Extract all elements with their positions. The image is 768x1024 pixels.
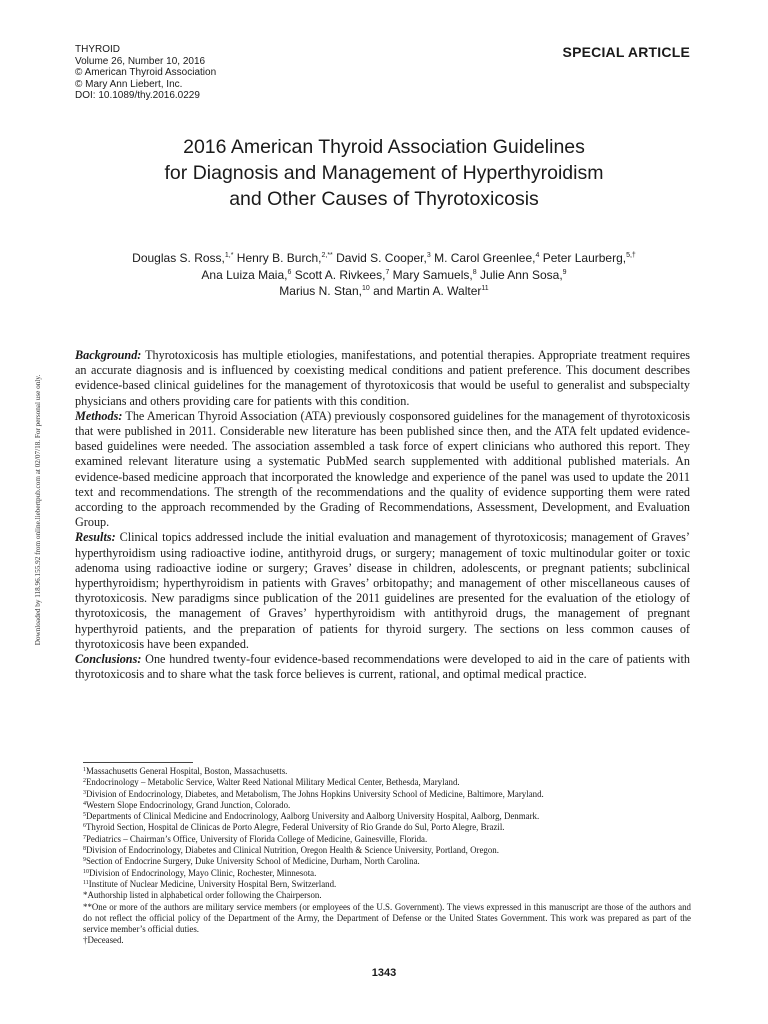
author-affiliation-mark: 3 [426,252,431,259]
affiliation-text: Western Slope Endocrinology, Grand Junction, Colorado. [86,799,291,810]
abstract-text: The American Thyroid Association (ATA) previously cosponsored guidelines for the management of thyrotoxicosis that were published in 2011. Considerable new literature has been published since then, and the ATA felt updated evidence-based guidelines were needed. The association assembled a task force of expert clinicians who authored this report. They examined relevant literature using a systematic PubMed search supplemented with additional published materials. An evidence-based medicine approach that incorporated the knowledge and experience of the panel was used to update the 2011 text and recommendations. The strength of the recommendations and the quality of evidence supporting them were rated according to the approach recommended by the Grading of Recommendations, Assessment, Development, and Evaluation Group. [75,408,690,530]
author-name: Douglas S. Ross, [132,251,225,265]
author-name: Henry B. Burch, [233,251,322,265]
abstract-text: Clinical topics addressed include the initial evaluation and management of thyrotoxicosis; management of Graves’ hyperthyroidism using radioactive iodine, antithyroid drugs, or surgery; management of toxic multinodular goiter or toxic adenoma using radioactive iodine or surgery; Graves’ disease in children, adolescents, or pregnant patients; subclinical hyperthyroidism; hyperthyroidism in patients with Graves’ orbitopathy; and management of other miscellaneous causes of thyrotoxicosis. New paradigms since publication of the 2011 guidelines are presented for the evaluation of the etiology of thyrotoxicosis, the management of Graves’ hyperthyroidism with antithyroid drugs, the management of pregnant hyperthyroid patients, and the preparation of patients for thyroid surgery. The sections on less common causes of thyrotoxicosis have been expanded. [75,530,690,651]
author-affiliation-mark: 10 [362,285,370,292]
affiliation-number: 4 [83,800,86,807]
author-line-1 [60,250,708,267]
affiliation-number: 3 [83,789,86,796]
affiliation-item [83,800,691,811]
affiliation-number: 5 [83,812,86,819]
affiliation-number: 7 [83,834,86,841]
article-title [60,134,708,212]
abstract-background [75,348,690,409]
footnote-divider [83,762,193,763]
author-affiliation-mark: 7 [385,268,390,276]
author-name: Mary Samuels, [389,267,473,282]
abstract-conclusions [75,652,690,682]
title-line: and Other Causes of Thyrotoxicosis [229,188,539,210]
author-name: Scott A. Rivkees, [291,267,386,282]
abstract-methods [75,409,690,531]
affiliation-item [83,777,691,788]
abstract-results [75,530,690,652]
journal-doi: DOI: 10.1089/thy.2016.0229 [75,90,200,102]
affiliation-text: Departments of Clinical Medicine and Endocrinology, Aalborg University and Aalborg University Hospital, Aalborg, Denmark. [86,811,540,822]
affiliation-text: Division of Endocrinology, Diabetes, and Metabolism, The Johns Hopkins University School of Medicine, Baltimore, Maryland. [86,788,544,799]
footnote-military-disclaimer: **One or more of the authors are military service members (or employees of the U.S. Government). The views expressed in this manuscript are those of the authors and do not reflect the official policy of the Department of the Army, the Department of Defense or the United States Government. This work was prepared as part of the service member’s official duties. [83,901,691,935]
author-name: M. Carol Greenlee, [430,251,536,265]
author-affiliation-mark: 2,** [321,252,333,259]
affiliation-item [83,879,691,890]
author-name: Ana Luiza Maia, [201,267,288,282]
article-type-label: SPECIAL ARTICLE [562,44,690,60]
author-affiliation-mark: 6 [287,268,292,276]
abstract-heading: Conclusions: [75,652,142,667]
author-list [60,250,708,300]
author-line-2 [60,267,708,284]
affiliation-text: Massachusetts General Hospital, Boston, Massachusetts. [86,766,288,776]
affiliation-item [83,868,691,879]
page-number: 1343 [371,967,397,979]
footnote-deceased: †Deceased. [83,935,124,946]
affiliation-text: Institute of Nuclear Medicine, University Hospital Bern, Switzerland. [88,878,337,889]
affiliation-number: 9 [83,857,86,864]
affiliation-item [83,845,691,856]
affiliation-number: 1 [83,767,86,773]
affiliation-list [83,766,691,947]
affiliation-number: 8 [83,846,86,853]
affiliation-number: 10 [83,868,89,875]
affiliation-item [83,811,691,822]
footnote-chairperson: *Authorship listed in alphabetical order following the Chairperson. [83,890,322,901]
title-line: for Diagnosis and Management of Hyperthyroidism [164,162,604,184]
affiliation-item [83,822,691,833]
journal-volume: Volume 26, Number 10, 2016 [75,55,206,67]
author-name: David S. Cooper, [332,251,427,265]
download-watermark: Downloaded by 118.96.155.92 from online.liebertpub.com at 02/07/18. For personal use only. [34,374,42,646]
author-name: Julie Ann Sosa, [476,267,563,282]
affiliation-text: Division of Endocrinology, Diabetes and Clinical Nutrition, Oregon Health & Science University, Portland, Oregon. [86,845,499,856]
author-affiliation-mark: 5,† [626,252,636,259]
affiliation-text: Section of Endocrine Surgery, Duke University School of Medicine, Durham, North Carolina. [86,856,420,867]
journal-copyright-ata: © American Thyroid Association [75,67,217,79]
author-affiliation-mark: 9 [562,268,567,276]
affiliation-text: Division of Endocrinology, Mayo Clinic, Rochester, Minnesota. [89,867,317,878]
affiliation-text: Pediatrics – Chairman’s Office, University of Florida College of Medicine, Gainesville, Florida. [86,833,428,844]
author-affiliation-mark: 8 [472,268,477,276]
author-line-3 [60,283,708,300]
abstract-heading: Background: [75,348,142,362]
author-affiliation-mark: 11 [481,285,489,292]
affiliation-number: 2 [83,778,86,785]
affiliation-number: 11 [83,879,89,886]
affiliation-number: 6 [83,823,86,830]
affiliation-item [83,856,691,867]
author-affiliation-mark: 4 [535,252,540,259]
author-name: Peter Laurberg, [539,251,627,265]
title-line: 2016 American Thyroid Association Guidelines [183,136,585,158]
author-affiliation-mark: 1,* [224,252,234,259]
affiliation-item [83,789,691,800]
affiliation-text: Endocrinology – Metabolic Service, Walter Reed National Military Medical Center, Bethesda, Maryland. [86,777,460,788]
journal-name: THYROID [75,44,120,55]
author-name: Marius N. Stan, [279,284,362,298]
affiliation-text: Thyroid Section, Hospital de Clinicas de Porto Alegre, Federal University of Rio Grande do Sul, Porto Alegre, Brazil. [86,822,505,833]
abstract [75,348,690,682]
author-name: and Martin A. Walter [369,284,482,298]
affiliation-item [83,766,691,777]
journal-copyright-publisher: © Mary Ann Liebert, Inc. [75,78,183,90]
journal-meta [75,44,216,102]
abstract-heading: Methods: [75,408,123,423]
abstract-heading: Results: [75,530,116,545]
abstract-text: Thyrotoxicosis has multiple etiologies, manifestations, and potential therapies. Appropriate treatment requires an accurate diagnosis and is influenced by coexisting medical conditions and patient preference. This document describes evidence-based clinical guidelines for the management of thyrotoxicosis that would be useful to generalist and subspecialty physicians and others providing care for patients with this condition. [75,348,690,408]
affiliation-item [83,834,691,845]
abstract-text: One hundred twenty-four evidence-based recommendations were developed to aid in the care of patients with thyrotoxicosis and to share what the task force believes is current, rational, and optimal medical practice. [75,652,690,682]
